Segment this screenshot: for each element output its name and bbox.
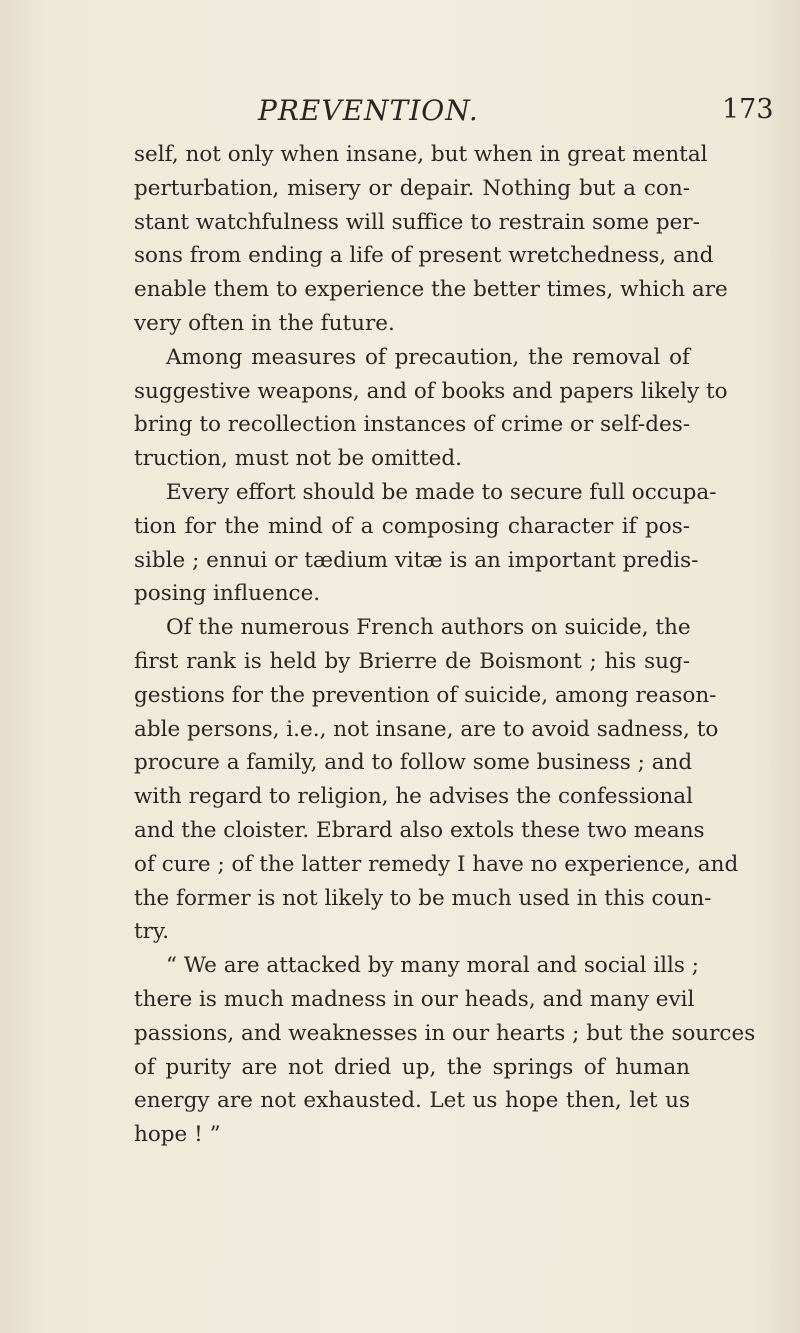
text-line: stant watchfulness will suffice to restrain some per- bbox=[134, 209, 700, 235]
text-line: of purity are not dried up, the springs of human bbox=[134, 1054, 690, 1080]
text-line: the former is not likely to be much used in this coun- bbox=[134, 885, 712, 911]
text-line: bring to recollection instances of crime or self-des- bbox=[134, 412, 690, 438]
text-line: Of the numerous French authors on suicide, the bbox=[166, 615, 691, 641]
text-line: and the cloister. Ebrard also extols these two means bbox=[134, 817, 705, 843]
text-line: posing influence. bbox=[134, 581, 321, 607]
text-line: energy are not exhausted. Let us hope then, let us bbox=[134, 1088, 690, 1114]
text-line: of cure ; of the latter remedy I have no experience, and bbox=[134, 851, 739, 877]
text-line: suggestive weapons, and of books and papers likely to bbox=[134, 378, 728, 404]
text-line: sons from ending a life of present wretchedness, and bbox=[134, 243, 714, 269]
page-number: 173 bbox=[722, 94, 774, 125]
text-line: truction, must not be omitted. bbox=[134, 446, 462, 472]
body-text bbox=[134, 138, 756, 1152]
text-line: Among measures of precaution, the removal of bbox=[166, 344, 690, 370]
text-line: hope ! ” bbox=[134, 1122, 221, 1148]
text-line: Every effort should be made to secure full occupa- bbox=[166, 479, 717, 505]
text-line: enable them to experience the better times, which are bbox=[134, 277, 728, 303]
text-line: “ We are attacked by many moral and social ills ; bbox=[166, 953, 700, 979]
running-title: PREVENTION. bbox=[258, 94, 479, 127]
text-line: with regard to religion, he advises the confessional bbox=[134, 784, 693, 810]
text-line: perturbation, misery or depair. Nothing but a con- bbox=[134, 175, 690, 201]
text-line: gestions for the prevention of suicide, among reason- bbox=[134, 682, 717, 708]
text-line: passions, and weaknesses in our hearts ; but the sources bbox=[134, 1020, 756, 1046]
text-line: procure a family, and to follow some business ; and bbox=[134, 750, 693, 776]
text-line: first rank is held by Brierre de Boismont ; his sug- bbox=[134, 648, 690, 674]
text-line: sible ; ennui or tædium vitæ is an important predis- bbox=[134, 547, 699, 573]
text-line: tion for the mind of a composing character if pos- bbox=[134, 513, 690, 539]
running-head bbox=[0, 94, 800, 134]
text-line: self, not only when insane, but when in great mental bbox=[134, 142, 708, 167]
text-line: there is much madness in our heads, and many evil bbox=[134, 986, 695, 1012]
text-line: very often in the future. bbox=[134, 310, 395, 336]
text-line: able persons, i.e., not insane, are to avoid sadness, to bbox=[134, 716, 719, 742]
text-line: try. bbox=[134, 919, 170, 945]
